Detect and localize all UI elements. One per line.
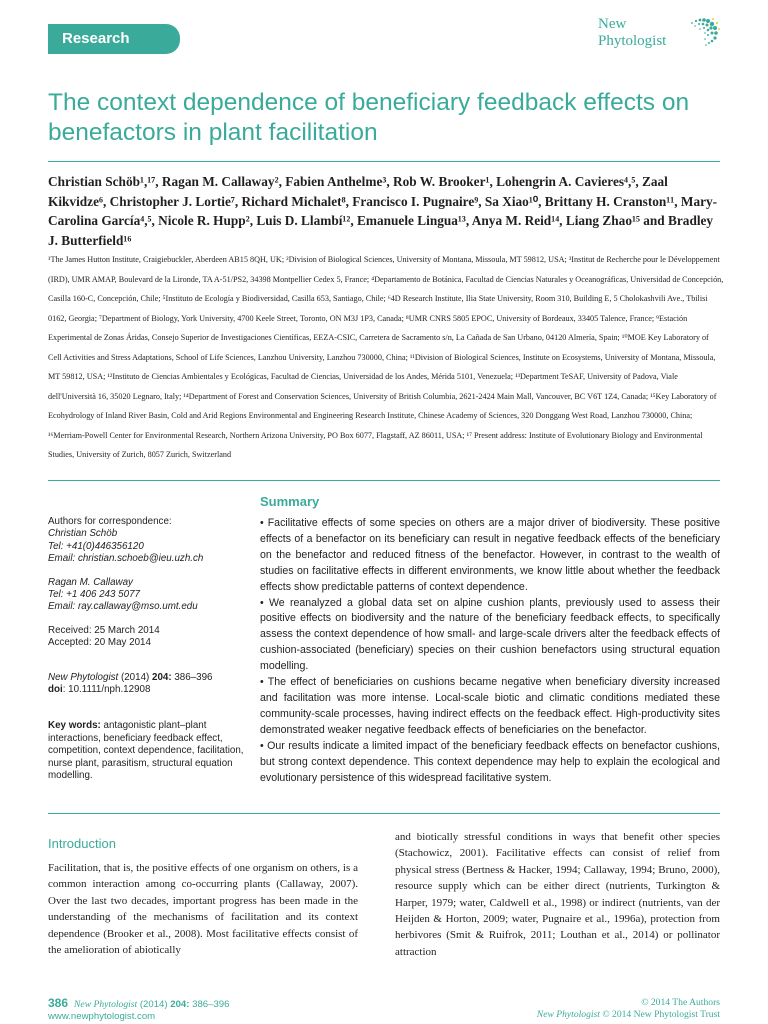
keywords-label: Key words: [48,720,101,732]
footer-url[interactable]: www.newphytologist.com [48,1011,156,1022]
summary-bullet: • The effect of beneficiaries on cushions became negative when beneficiary diversity increased and facilitation was more intense. Local-scale biotic and climatic conditions mediated these community-scale processes, having indirect effects on the feedback effect. High-productivity sites demonstrated weaker negative feedback effects of beneficiaries on the benefactor. [260,676,720,736]
correspondence-block-2 [48,577,248,614]
author-list: Christian Schöb¹,¹⁷, Ragan M. Callaway², Fabien Anthelme³, Rob W. Brooker¹, Lohengrin A. Cavieres⁴,⁵, Zaal Kikvidze⁶, Christopher J. Lortie⁷, Richard Michalet⁸, Francisco I. Pugnaire⁹, Sa Xiao¹⁰, Brittany H. Cranston¹¹, Mary-Carolina García⁴,⁵, Nicole R. Hupp², Luis D. Llambí¹², Emanuele Lingua¹³, Anya M. Reid¹⁴, Liang Zhao¹⁵ and Bradley J. Butterfield¹⁶ [48,174,718,248]
title-divider [48,161,720,162]
author2-tel: Tel: +1 406 243 5077 [48,589,140,601]
section-badge: Research [48,24,180,54]
intro-column-1: Facilitation, that is, the positive effects of one organism on others, is a common interaction among co-occurring plants (Callaway, 2007). Over the last two decades, important progress has been made in the understanding of the mechanisms of facilitation and its context dependence (Brooker et al., 2008). Most facilitative effects consist of the amelioration of abiotically [48,862,358,957]
author2-name: Ragan M. Callaway [48,576,133,588]
correspondence-block-1 [48,516,248,566]
intro-divider [48,813,720,814]
author2-email[interactable]: Email: ray.callaway@mso.umt.edu [48,601,198,613]
journal-name-line2: Phytologist [598,33,667,49]
footer-copyright-1: © 2014 The Authors [641,997,720,1008]
footer-copyright-2: New Phytologist © 2014 New Phytologist Trust [536,1009,720,1020]
footer-citation: 386 New Phytologist (2014) 204: 386–396 [48,996,230,1010]
citation-block [48,672,248,697]
summary-bullet: • Our results indicate a limited impact of the beneficiary feedback effects on benefactor cushions, but strong context dependence. This context dependence may help to explain the ecological and evolutionary persistence of this widespread facilitative system. [260,739,720,784]
introduction-heading: Introduction [48,836,116,851]
keywords-value: antagonistic plant–plant interactions, beneficiary feedback effect, competition, context dependence, facilitation, nurse plant, parasitism, structural equation modelling. [48,720,244,782]
footer-right [537,997,720,1021]
affiliations: ¹The James Hutton Institute, Craigiebuckler, Aberdeen AB15 8QH, UK; ²Division of Biological Sciences, University of Montana, Missoula, MT 59812, USA; ³Institut de Recherche pour le Développement (IRD), UMR AMAP, Boulevard de la Lironde, TA A-51/PS2, 34398 Montpellier Cedex 5, France; ⁴Departamento de Botánica, Facultad de Ciencias Naturales y Oceanográficas, Universidad de Concepción, Casilla 160-C, Concepción, Chile; ⁵Instituto de Ecología y Biodiversidad, Casilla 653, Santiago, Chile; ⁶4D Research Institute, Ilia State University, Room 310, Building E, 5 Cholokashvili Ave., Tbilisi 0162, Georgia; ⁷Department of Biology, York University, 4700 Keele Street, Toronto, ON M3J 1P3, Canada; ⁸UMR CNRS 5805 EPOC, University of Bordeaux, 33405 Talence, France; ⁹Estación Experimental de Zonas Áridas, Consejo Superior de Investigaciones Científicas, EEZA-CSIC, Carretera de Sacramento s/n, La Cañada de San Urbano, 04120 Almería, Spain; ¹⁰MOE Key Laboratory of Cell Activities and Stress Adaptations, School of Life Sciences, Lanzhou University, Lanzhou 730000, China; ¹¹Division of Biological Sciences, Institute on Ecosystems, University of Montana, Missoula, MT 59812, USA; ¹²Instituto de Ciencias Ambientales y Ecológicas, Facultad de Ciencias, Universidad de los Andes, Mérida 5101, Venezuela; ¹³Department TeSAF, University of Padova, Viale dell'Università 16, 35020 Legnaro, Italy; ¹⁴Department of Forest and Conservation Sciences, University of British Columbia, 2621-2424 Main Mall, Vancouver, BC V6T 1Z4, Canada; ¹⁵Key Laboratory of Ecohydrology of Inland River Basin, Cold and Arid Regions Environmental and Engineering Research Institute, Chinese Academy of Sciences, 320 Donggang West Road, Lanzhou 730000, China; ¹⁶Merriam-Powell Center for Environmental Research, Northern Arizona University, PO Box 6077, Flagstaff, AZ 86011, USA; ¹⁷ Present address: Institute of Evolutionary Biology and Environmental Studies, University of Zurich, 8057 Zurich, Switzerland [48,255,724,459]
journal-name-line1: New [598,16,627,32]
intro-column-2: and biotically stressful conditions in ways that benefit other species (Stachowicz, 2001). Facilitative effects can consist of relief from physical stress (Bertness & Hacker, 1994; Callaway, 1994; Bruno, 2000), resource supply which can be either direct (nutrients, Turkington & Harper, 1979; water, Caldwell et al., 1998) or indirect (nutrients, van der Heijden & Horton, 2009; water, Pugnaire et al., 1996a), protection from herbivores (Smit & Ruifrok, 2011; Louthan et al., 2014) or pollinator attraction [395,831,720,958]
summary-heading: Summary [260,494,320,509]
author1-tel: Tel: +41(0)446356120 [48,540,144,552]
article-title: The context dependence of beneficiary feedback effects on benefactors in plant facilitation [48,89,690,146]
doi[interactable]: doi: 10.1111/nph.12908 [48,684,151,696]
page-number: 386 [48,996,69,1010]
citation: New Phytologist (2014) 204: 386–396 [48,671,213,683]
accepted-date: Accepted: 20 May 2014 [48,637,151,649]
summary-bullet: • Facilitative effects of some species on others are a major driver of biodiversity. These positive effects of a benefactor on its beneficiary can result in negative feedback effects of the beneficiary on the benefactor and reduced fitness of the benefactor. However, in contrast to the wealth of studies on facilitative effects in different environments, we know little about whether the feedback effects show predictable patterns of context dependence. [260,517,720,593]
footer-left [48,997,229,1023]
author1-name: Christian Schöb [48,528,118,540]
received-date: Received: 25 March 2014 [48,624,160,636]
summary-divider [48,480,720,481]
summary-bullet: • We reanalyzed a global data set on alpine cushion plants, previously used to assess their positive effects on biodiversity and the nature of the beneficiary feedback effects, to specifically assess the context dependence of how small- and large-scale drivers alter the feedback effects of cushion-associated (beneficiary) species on their cushion benefactors using structural equation modelling. [260,596,720,673]
correspondence-label: Authors for correspondence: [48,516,172,527]
journal-logo-text [598,16,682,50]
summary-body [260,516,720,786]
journal-logo-icon [682,12,722,52]
author1-email[interactable]: Email: christian.schoeb@ieu.uzh.ch [48,553,204,565]
dates-block [48,625,248,650]
article-sidebar [48,516,248,794]
keywords-block [48,720,248,782]
